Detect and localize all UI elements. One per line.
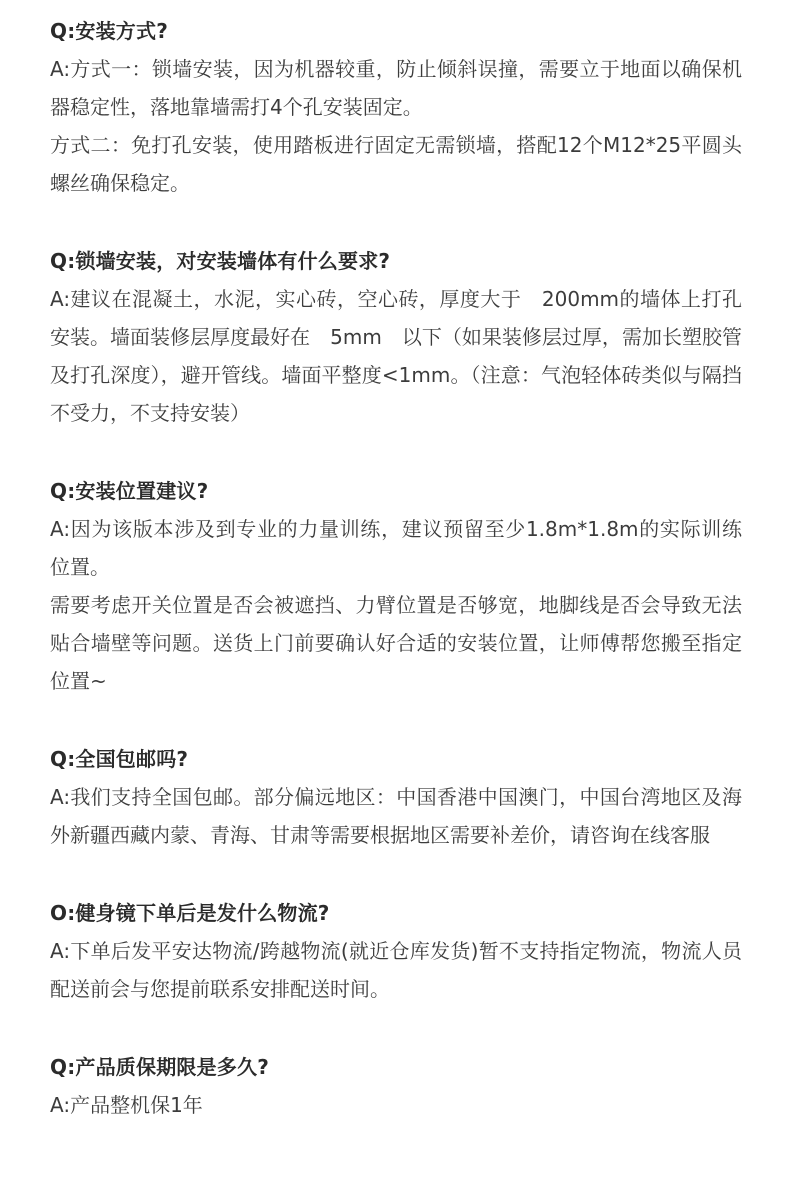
- faq-answer: [50, 778, 742, 854]
- faq-answer-paragraph: A:下单后发平安达物流/跨越物流(就近仓库发货)暂不支持指定物流，物流人员配送前会与您提前联系安排配送时间。: [50, 939, 742, 1001]
- faq-answer: [50, 510, 742, 700]
- faq-question: Q:安装位置建议?: [50, 479, 209, 503]
- faq-answer-paragraph: 方式二：免打孔安装，使用踏板进行固定无需锁墙，搭配12个M12*25平圆头螺丝确保稳定。: [50, 133, 742, 195]
- faq-question: Q:安装方式?: [50, 19, 169, 43]
- faq-item-warranty: [50, 1048, 742, 1124]
- faq-answer: [50, 50, 742, 202]
- faq-answer: [50, 1086, 742, 1124]
- faq-answer-paragraph: A:因为该版本涉及到专业的力量训练，建议预留至少1.8m*1.8m的实际训练位置。: [50, 517, 742, 579]
- faq-answer-paragraph: 需要考虑开关位置是否会被遮挡、力臂位置是否够宽，地脚线是否会导致无法贴合墙壁等问题。送货上门前要确认好合适的安装位置，让师傅帮您搬至指定位置~: [50, 593, 742, 693]
- faq-answer: [50, 932, 742, 1008]
- faq-item-installation-location: [50, 472, 742, 700]
- faq-question: Q:全国包邮吗?: [50, 747, 189, 771]
- faq-question: O:健身镜下单后是发什么物流?: [50, 901, 330, 925]
- faq-item-wall-requirements: [50, 242, 742, 432]
- faq-answer-paragraph: A:我们支持全国包邮。部分偏远地区：中国香港中国澳门，中国台湾地区及海外新疆西藏内蒙、青海、甘肃等需要根据地区需要补差价，请咨询在线客服: [50, 785, 742, 847]
- faq-answer: [50, 280, 742, 432]
- faq-item-installation-method: [50, 12, 742, 202]
- faq-answer-paragraph: A:建议在混凝土，水泥，实心砖，空心砖，厚度大于 200mm的墙体上打孔安装。墙面装修层厚度最好在 5mm 以下（如果装修层过厚，需加长塑胶管及打孔深度），避开管线。墙面平整度<1mm。（注意：气泡轻体砖类似与隔挡不受力，不支持安装）: [50, 287, 742, 425]
- faq-question: Q:产品质保期限是多久?: [50, 1055, 270, 1079]
- faq-item-logistics: [50, 894, 742, 1008]
- faq-question: Q:锁墙安装，对安装墙体有什么要求?: [50, 249, 391, 273]
- faq-answer-paragraph: A:方式一：锁墙安装，因为机器较重，防止倾斜误撞，需要立于地面以确保机器稳定性，落地靠墙需打4个孔安装固定。: [50, 57, 742, 119]
- faq-answer-paragraph: A:产品整机保1年: [50, 1093, 203, 1117]
- faq-item-free-shipping: [50, 740, 742, 854]
